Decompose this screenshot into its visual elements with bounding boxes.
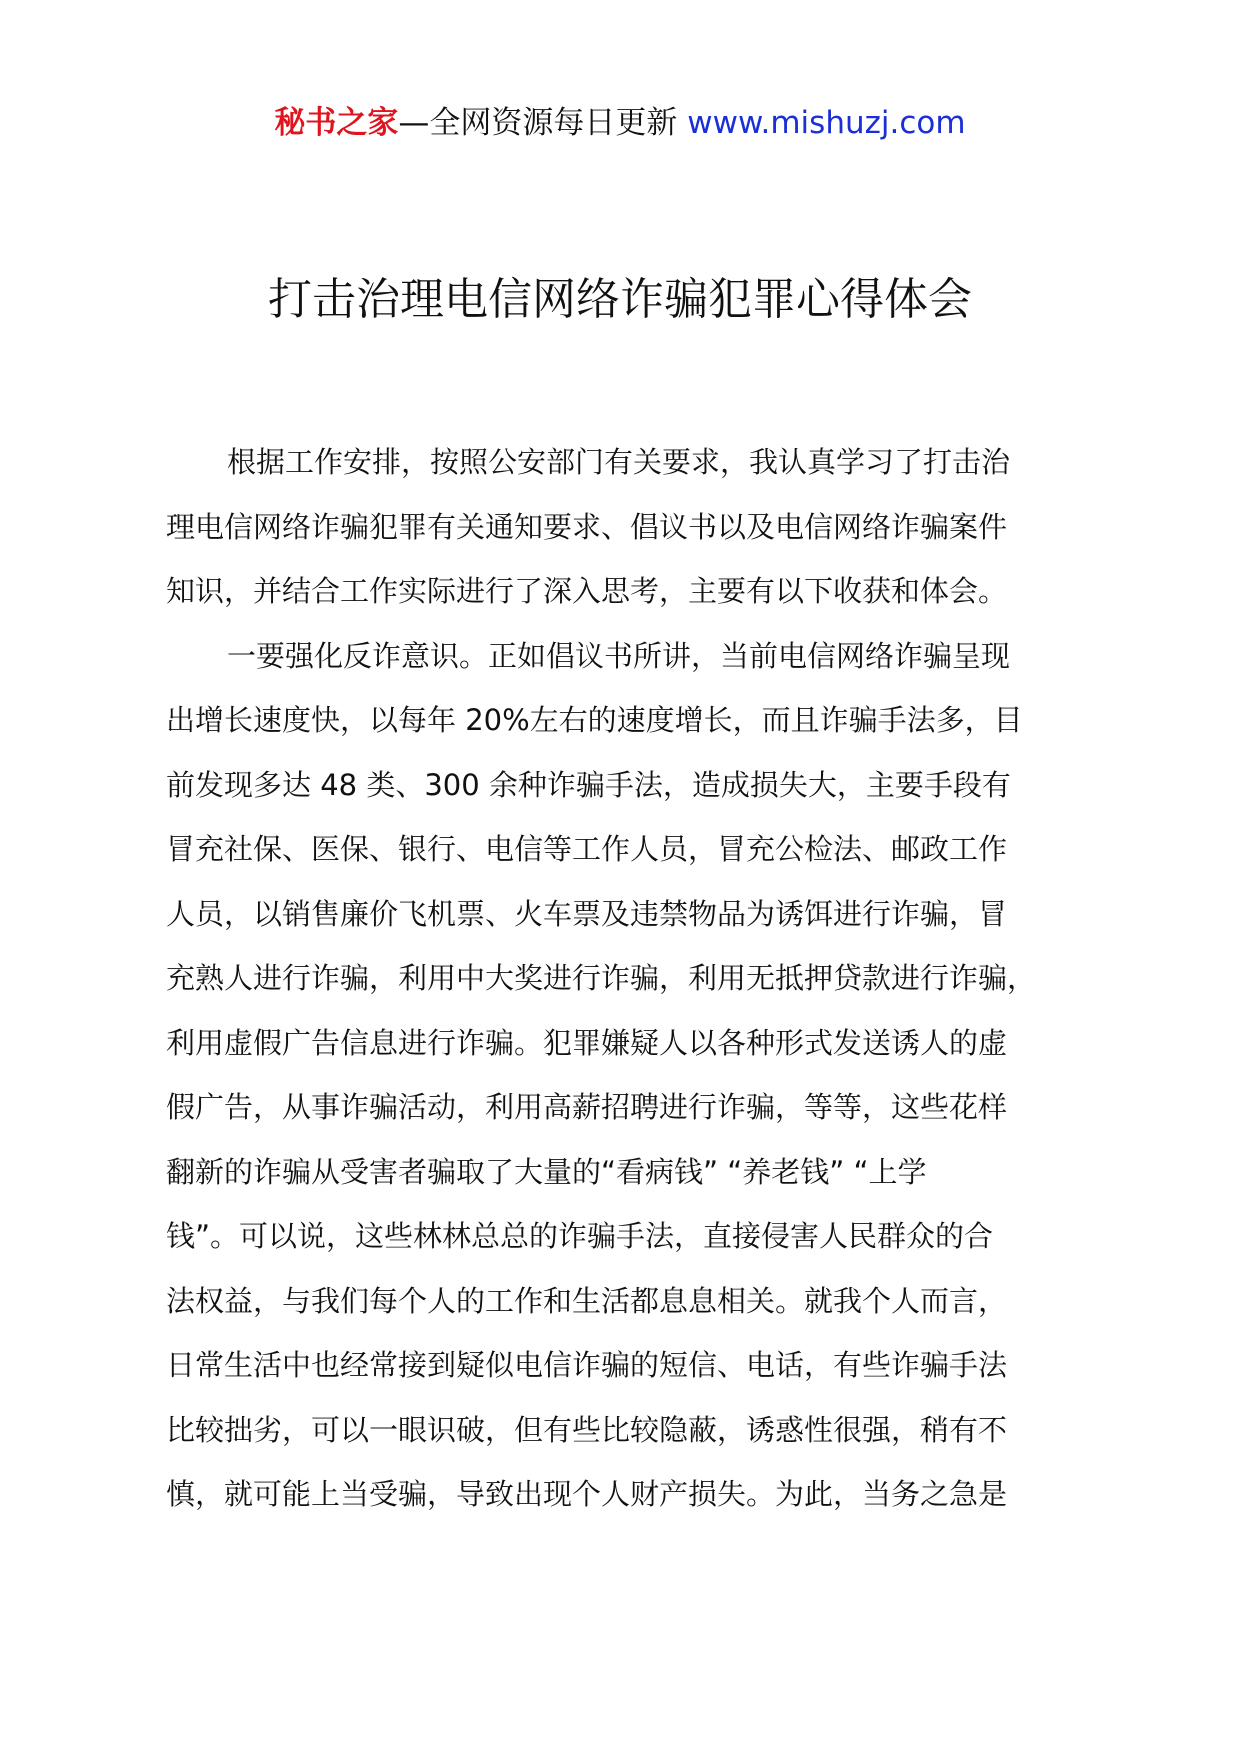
body-line: 根据工作安排，按照公安部门有关要求，我认真学习了打击治 xyxy=(227,445,1011,479)
body-line: 钱”。可以说，这些林林总总的诈骗手法，直接侵害人民群众的合 xyxy=(166,1219,994,1253)
body-line: 一要强化反诈意识。正如倡议书所讲，当前电信网络诈骗呈现 xyxy=(227,638,1011,673)
body-line: 日常生活中也经常接到疑似电信诈骗的短信、电话，有些诈骗手法 xyxy=(166,1348,1008,1382)
page-header xyxy=(0,100,1240,146)
body-line: 理电信网络诈骗犯罪有关通知要求、倡议书以及电信网络诈骗案件 xyxy=(166,509,1008,544)
body-line: 出增长速度快，以每年 20%左右的速度增长，而且诈骗手法多，目 xyxy=(166,703,1023,737)
website-url: www.mishuzj.com xyxy=(687,105,966,141)
body-line: 人员，以销售廉价飞机票、火车票及违禁物品为诱饵进行诈骗，冒 xyxy=(166,896,1008,931)
body-line: 慎，就可能上当受骗，导致出现个人财产损失。为此，当务之急是 xyxy=(166,1477,1008,1511)
body-line: 假广告，从事诈骗活动，利用高薪招聘进行诈骗，等等，这些花样 xyxy=(166,1090,1008,1124)
body-line: 知识，并结合工作实际进行了深入思考，主要有以下收获和体会。 xyxy=(166,574,1008,608)
body-line: 冒充社保、医保、银行、电信等工作人员，冒充公检法、邮政工作 xyxy=(166,832,1008,866)
body-line: 前发现多达 48 类、300 余种诈骗手法，造成损失大，主要手段有 xyxy=(166,767,1011,802)
body-line: 法权益，与我们每个人的工作和生活都息息相关。就我个人而言， xyxy=(166,1283,1008,1318)
header-slogan: —全网资源每日更新 xyxy=(398,105,688,141)
document-body xyxy=(166,430,1086,1527)
brand-name: 秘书之家 xyxy=(274,105,399,141)
body-line: 充熟人进行诈骗，利用中大奖进行诈骗，利用无抵押贷款进行诈骗， xyxy=(166,961,1037,995)
body-line: 比较拙劣，可以一眼识破，但有些比较隐蔽，诱惑性很强，稍有不 xyxy=(166,1412,1008,1447)
document-title: 打击治理电信网络诈骗犯罪心得体会 xyxy=(268,274,972,325)
body-line: 利用虚假广告信息进行诈骗。犯罪嫌疑人以各种形式发送诱人的虚 xyxy=(166,1025,1008,1060)
body-line: 翻新的诈骗从受害者骗取了大量的“看病钱” “养老钱” “上学 xyxy=(166,1154,927,1189)
